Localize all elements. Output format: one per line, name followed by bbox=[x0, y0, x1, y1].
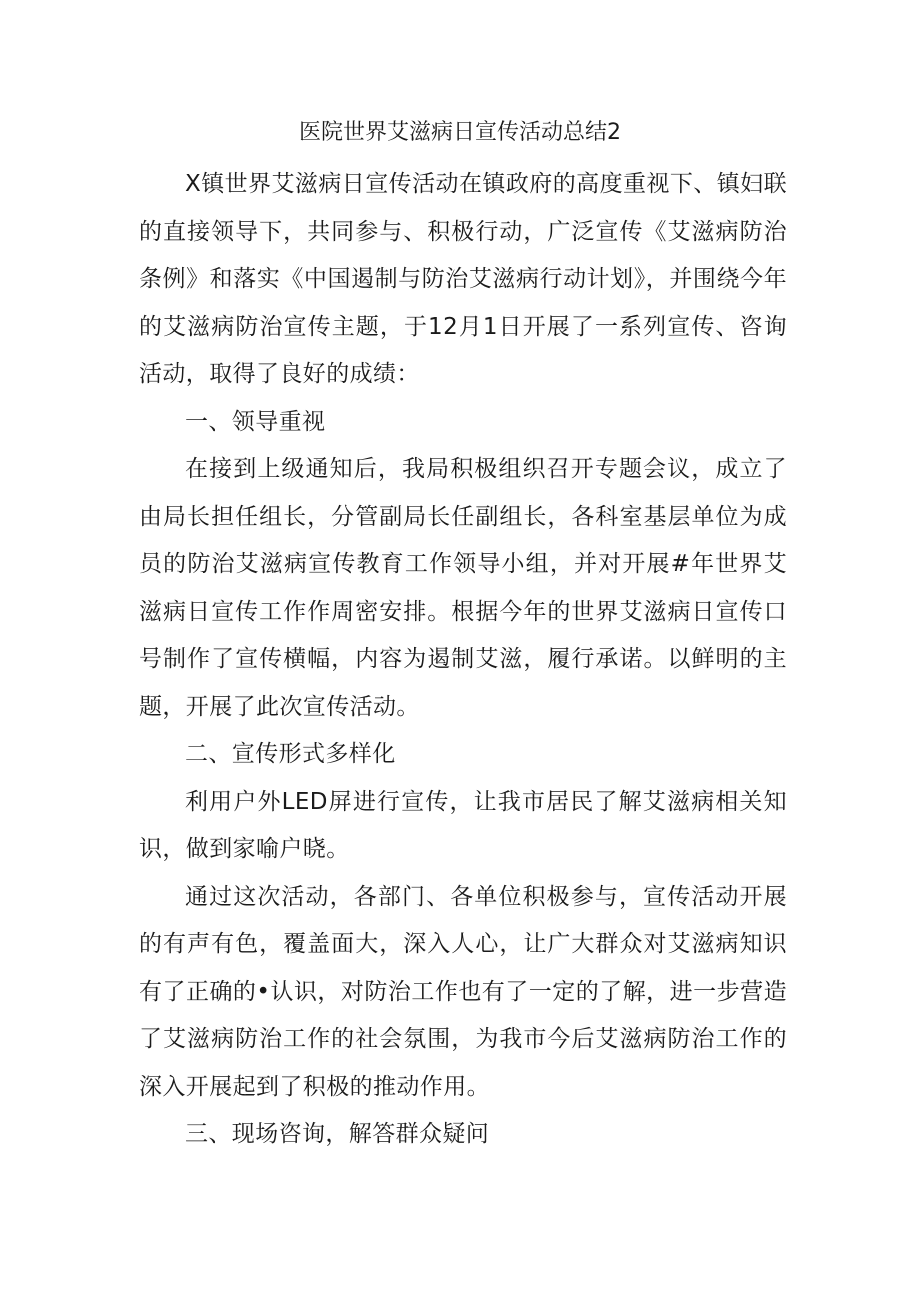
document-title: 医院世界艾滋病日宣传活动总结2 bbox=[299, 120, 621, 145]
section-heading-3: 三、现场咨询，解答群众疑问 bbox=[185, 1121, 490, 1147]
section-heading-1: 一、领导重视 bbox=[185, 408, 326, 435]
intro-paragraph: X镇世界艾滋病日宣传活动在镇政府的高度重视下、镇妇联的直接领导下，共同参与、积极行动，广泛宣传《艾滋病防治条例》和落实《中国遏制与防治艾滋病行动计划》，并围绕今年的艾滋病防治宣传主题，于12月1日开展了一系列宣传、咨询活动，取得了良好的成绩： bbox=[139, 171, 787, 387]
section-2-paragraph-1: 利用户外LED屏进行宣传，让我市居民了解艾滋病相关知识，做到家喻户晓。 bbox=[139, 788, 787, 862]
document-body bbox=[139, 161, 787, 1159]
section-heading-2: 二、宣传形式多样化 bbox=[185, 741, 396, 767]
section-2-paragraph-2: 通过这次活动，各部门、各单位积极参与，宣传活动开展的有声有色，覆盖面大，深入人心，让广大群众对艾滋病知识有了正确的•认识，对防治工作也有了一定的了解，进一步营造了艾滋病防治工作的社会氛围，为我市今后艾滋病防治工作的深入开展起到了积极的推动作用。 bbox=[139, 883, 787, 1100]
section-1-paragraph: 在接到上级通知后，我局积极组织召开专题会议，成立了由局长担任组长，分管副局长任副组长，各科室基层单位为成员的防治艾滋病宣传教育工作领导小组，并对开展#年世界艾滋病日宣传工作作周密安排。根据今年的世界艾滋病日宣传口号制作了宣传横幅，内容为遏制艾滋，履行承诺。以鲜明的主题，开展了此次宣传活动。 bbox=[139, 456, 787, 720]
